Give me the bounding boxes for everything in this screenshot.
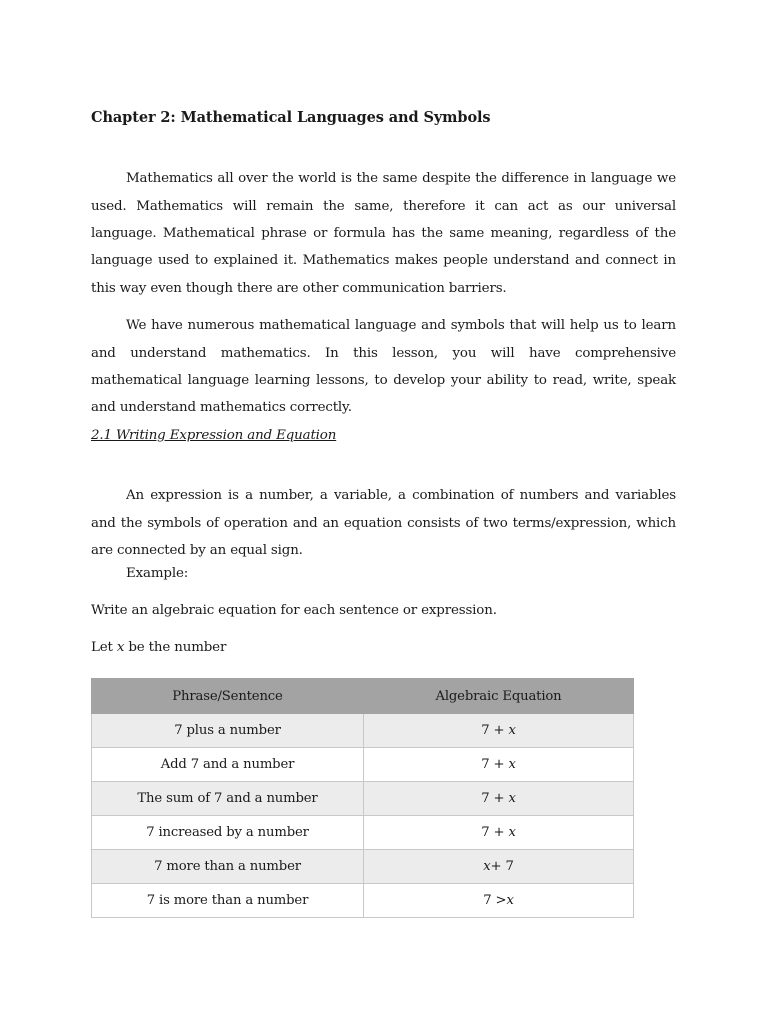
table-row bbox=[92, 850, 634, 884]
eq-variable: x bbox=[508, 723, 516, 738]
equation-cell bbox=[364, 714, 634, 748]
eq-variable: x bbox=[506, 893, 514, 908]
table-row bbox=[92, 748, 634, 782]
phrase-cell: 7 more than a number bbox=[92, 850, 364, 884]
equation-cell bbox=[364, 850, 634, 884]
definition-paragraph: An expression is a number, a variable, a combination of numbers and variables and the symbols of operation and an equation consists of two terms/expression, which are connected by an equal sign. bbox=[91, 488, 676, 558]
intro-paragraph: Mathematics all over the world is the same despite the difference in language we used. Mathematics will remain the same, therefore it can act as our universal language. Mathematical phrase or formula has the same meaning, regardless of the language used to explained it. Mathematics makes people understand and connect in this way even though there are other communication barriers. bbox=[91, 171, 676, 296]
let-statement bbox=[91, 640, 226, 655]
let-suffix: be the number bbox=[124, 640, 227, 655]
let-prefix: Let bbox=[91, 640, 117, 655]
eq-variable: x bbox=[508, 825, 516, 840]
equation-cell bbox=[364, 748, 634, 782]
eq-variable: x bbox=[483, 859, 491, 874]
phrase-cell: 7 increased by a number bbox=[92, 816, 364, 850]
phrase-cell: 7 plus a number bbox=[92, 714, 364, 748]
table-row bbox=[92, 782, 634, 816]
section-heading: 2.1 Writing Expression and Equation bbox=[91, 428, 337, 443]
eq-before: 7 + bbox=[481, 757, 509, 772]
eq-before: 7 + bbox=[481, 723, 509, 738]
eq-before: 7 + bbox=[481, 791, 509, 806]
let-variable: x bbox=[116, 640, 125, 655]
equation-table bbox=[91, 678, 634, 918]
eq-before: 7 + bbox=[481, 825, 509, 840]
chapter-title: Chapter 2: Mathematical Languages and Symbols bbox=[91, 109, 491, 126]
eq-variable: x bbox=[508, 791, 516, 806]
table-row bbox=[92, 816, 634, 850]
phrase-cell: The sum of 7 and a number bbox=[92, 782, 364, 816]
example-label: Example: bbox=[126, 566, 189, 581]
header-equation: Algebraic Equation bbox=[364, 679, 634, 714]
eq-variable: x bbox=[508, 757, 516, 772]
equation-cell bbox=[364, 884, 634, 918]
equation-cell bbox=[364, 782, 634, 816]
phrase-cell: Add 7 and a number bbox=[92, 748, 364, 782]
equation-cell bbox=[364, 816, 634, 850]
lesson-paragraph: We have numerous mathematical language and symbols that will help us to learn and understand mathematics. In this lesson, you will have comprehensive mathematical language learning lessons, to develop your ability to read, write, speak and understand mathematics correctly. bbox=[91, 318, 676, 416]
table-row bbox=[92, 884, 634, 918]
phrase-cell: 7 is more than a number bbox=[92, 884, 364, 918]
table-row bbox=[92, 714, 634, 748]
header-phrase: Phrase/Sentence bbox=[92, 679, 364, 714]
eq-after: + 7 bbox=[490, 859, 514, 874]
table-header-row bbox=[92, 679, 634, 714]
eq-before: 7 > bbox=[483, 893, 507, 908]
instruction-text: Write an algebraic equation for each sentence or expression. bbox=[91, 603, 497, 618]
